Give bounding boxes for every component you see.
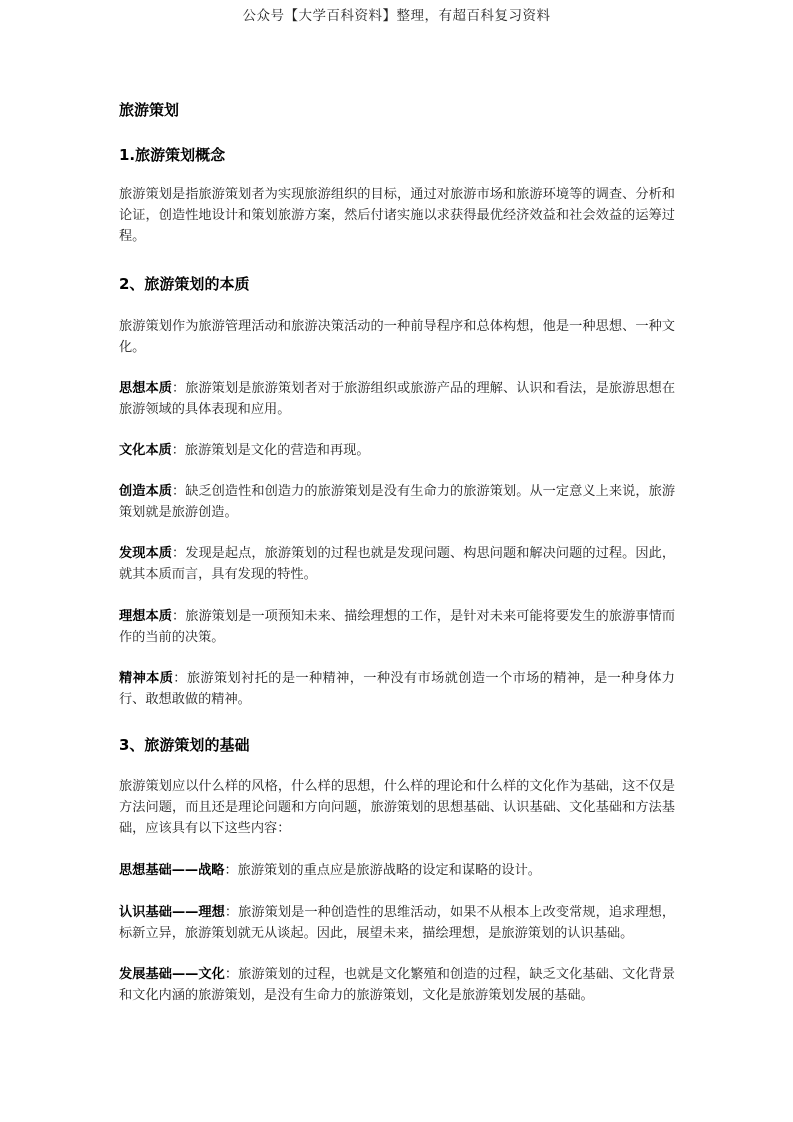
paragraph-label: 文化本质 xyxy=(119,443,172,458)
paragraph xyxy=(119,378,675,420)
paragraph-label: 创造本质 xyxy=(119,484,172,499)
paragraph-text: 旅游策划应以什么样的风格，什么样的思想，什么样的理论和什么样的文化作为基础，这不仅是方法问题，而且还是理论问题和方向问题，旅游策划的思想基础、认识基础、文化基础和方法基础，应该具有以下这些内容： xyxy=(119,779,675,836)
paragraph-label: 思想基础——战略 xyxy=(119,863,225,878)
paragraph-text: 旅游策划作为旅游管理活动和旅游决策活动的一种前导程序和总体构想，他是一种思想、一种文化。 xyxy=(119,319,675,355)
paragraph xyxy=(119,543,675,585)
document-title: 旅游策划 xyxy=(119,101,180,119)
section-heading-2: 2、旅游策划的本质 xyxy=(119,275,250,293)
paragraph xyxy=(119,964,675,1006)
paragraph-text: ：旅游策划的过程，也就是文化繁殖和创造的过程，缺乏文化基础、文化背景和文化内涵的旅游策划，是没有生命力的旅游策划，文化是旅游策划发展的基础。 xyxy=(119,967,676,1003)
paragraph xyxy=(119,481,675,523)
paragraph-label: 思想本质 xyxy=(119,381,172,396)
paragraph-label: 发现本质 xyxy=(119,546,172,561)
paragraph-text: ：旅游策划的重点应是旅游战略的设定和谋略的设计。 xyxy=(224,863,541,878)
page-header: 公众号【大学百科资料】整理，有超百科复习资料 xyxy=(242,8,551,24)
paragraph-label: 精神本质 xyxy=(119,671,174,686)
paragraph xyxy=(119,440,675,461)
paragraph-label: 理想本质 xyxy=(119,609,172,624)
paragraph xyxy=(119,776,675,839)
paragraph xyxy=(119,902,675,944)
paragraph-text: ：旅游策划是旅游策划者对于旅游组织或旅游产品的理解、认识和看法，是旅游思想在旅游领域的具体表现和应用。 xyxy=(119,381,676,417)
paragraph-label: 发展基础——文化 xyxy=(119,967,225,982)
paragraph xyxy=(119,668,675,710)
paragraph-label: 认识基础——理想 xyxy=(119,905,225,920)
paragraph-text: ：缺乏创造性和创造力的旅游策划是没有生命力的旅游策划。从一定意义上来说，旅游策划就是旅游创造。 xyxy=(119,484,676,520)
paragraph-text: ：旅游策划是一种创造性的思维活动，如果不从根本上改变常规，追求理想，标新立异，旅游策划就无从谈起。因此，展望未来，描绘理想，是旅游策划的认识基础。 xyxy=(119,905,676,941)
paragraph xyxy=(119,860,675,881)
paragraph-text: ：旅游策划是一项预知未来、描绘理想的工作，是针对未来可能将要发生的旅游事情而作的当前的决策。 xyxy=(119,609,676,645)
paragraph-text: ：发现是起点，旅游策划的过程也就是发现问题、构思问题和解决问题的过程。因此，就其本质而言，具有发现的特性。 xyxy=(119,546,676,582)
paragraph-text: ：旅游策划衬托的是一种精神，一种没有市场就创造一个市场的精神，是一种身体力行、敢想敢做的精神。 xyxy=(119,671,675,707)
paragraph xyxy=(119,316,675,358)
section-heading-3: 3、旅游策划的基础 xyxy=(119,736,250,754)
paragraph xyxy=(119,184,675,247)
section-heading-1: 1.旅游策划概念 xyxy=(119,146,226,164)
paragraph xyxy=(119,606,675,648)
paragraph-text: ：旅游策划是文化的营造和再现。 xyxy=(171,443,370,458)
paragraph-text: 旅游策划是指旅游策划者为实现旅游组织的目标，通过对旅游市场和旅游环境等的调查、分析和论证，创造性地设计和策划旅游方案，然后付诸实施以求获得最优经济效益和社会效益的运筹过程。 xyxy=(119,187,675,244)
